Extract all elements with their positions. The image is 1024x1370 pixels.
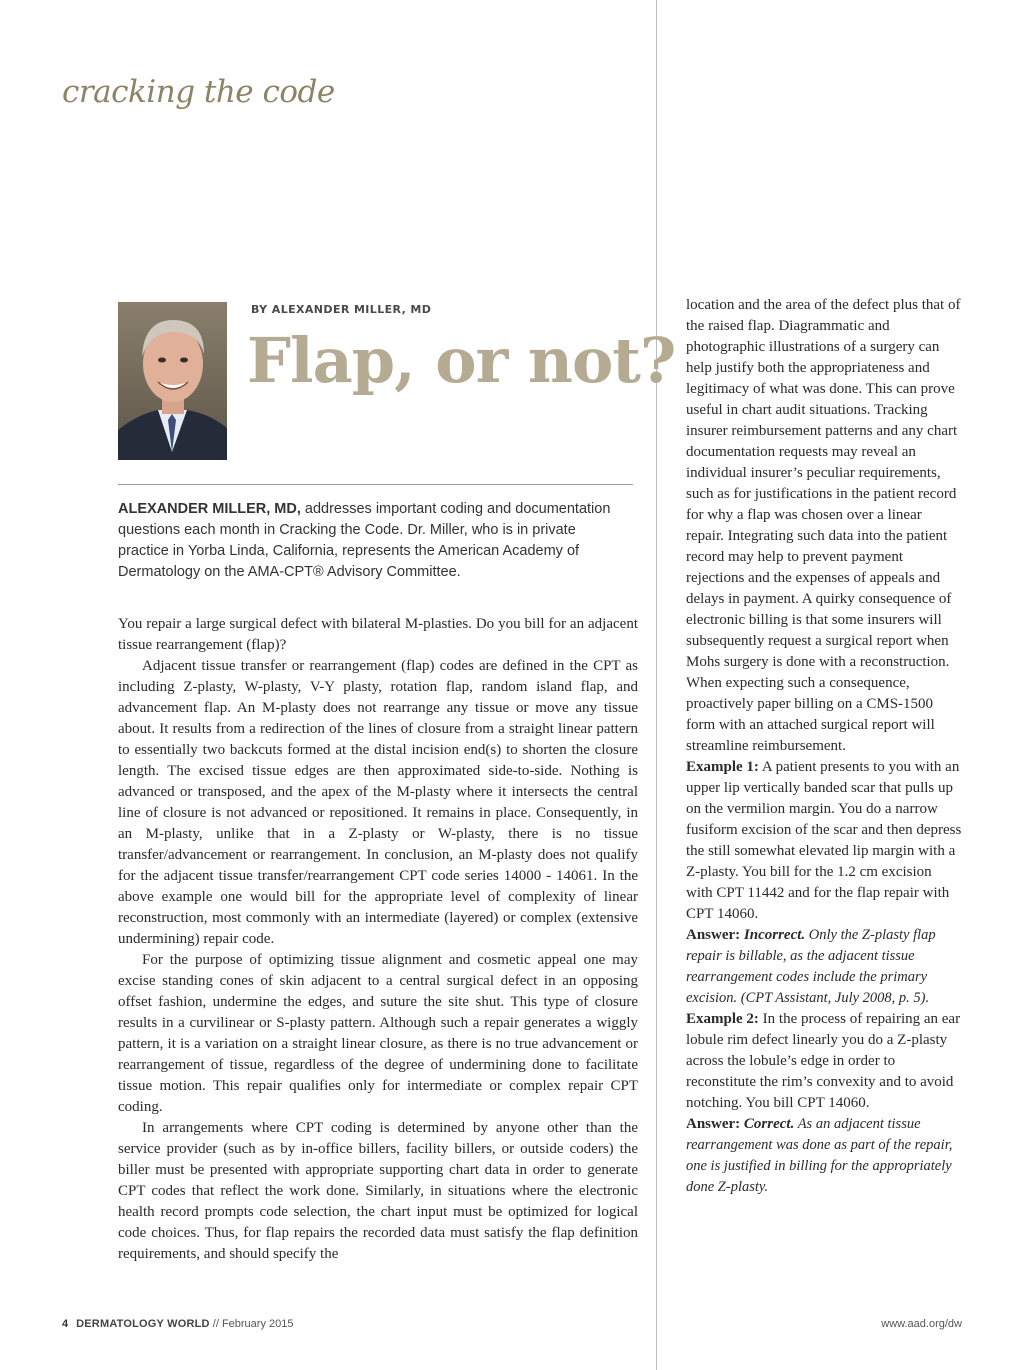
example-2-text: In the process of repairing an ear lobule rim defect linearly you do a Z-plasty across the lobule’s edge in order to reconstitute the rim’s convexity and to avoid notching. You bill CPT 14060. [686, 1011, 961, 1111]
paragraph: For the purpose of optimizing tissue alignment and cosmetic appeal one may excise standing cones of skin adjacent to a central surgical defect in an opposing offset fashion, undermine the edges, and suture the site shut. This type of closure results in a curvilinear or S-plasty pattern. Although such a repair generates a wiggly pattern, it is a variation on a straight linear closure, as there is no true advancement or rearrangement of tissue, regardless of the degree of undermining done to facilitate tissue motion. This repair qualifies only for intermediate or complex repair CPT coding. [118, 952, 638, 1115]
paragraph-question: You repair a large surgical defect with bilateral M-plasties. Do you bill for an adjacent tissue rearrangement (flap)? [118, 616, 638, 653]
author-name: ALEXANDER MILLER, MD, [118, 501, 301, 517]
paragraph: In arrangements where CPT coding is determined by anyone other than the service provider (such as by in-office billers, facility billers, or outside coders) the biller must be presented with appropriate supporting chart data in order to generate CPT codes that reflect the work done. Similarly, in situations where the electronic health record prompts code selection, the chart input must be optimized for logical code choices. Thus, for flap repairs the recorded data must satisfy the flap definition requirements, and should specify the [118, 1120, 638, 1262]
magazine-name: DERMATOLOGY WORLD [76, 1318, 210, 1330]
example-1 [686, 757, 962, 925]
answer-1 [686, 925, 962, 1009]
answer-2-text: As an adjacent tissue rearrangement was done as part of the repair, one is justified in billing for the appropriately done Z-plasty. [686, 1116, 953, 1195]
intro-rule [118, 484, 633, 485]
footer-left [62, 1318, 293, 1330]
article-headline: Flap, or not? [247, 324, 676, 397]
paragraph-continuation: location and the area of the defect plus that of the raised flap. Diagrammatic and photographic illustrations of a surgery can help justify both the appropriateness and legitimacy of what was done. This can prove useful in chart audit situations. Tracking insurer reimbursement patterns and any chart documentation requests may reveal an individual insurer’s peculiar requirements, such as for justifications in the patient record for why a flap was chosen over a linear repair. Integrating such data into the patient record may help to prevent payment rejections and the expenses of appeals and delays in payment. A quirky consequence of electronic billing is that some insurers will subsequently request a surgical report when Mohs surgery is done with a reconstruction. When expecting such a consequence, proactively paper billing on a CMS-1500 form with an attached surgical report will streamline reimbursement. [686, 297, 961, 754]
byline: BY ALEXANDER MILLER, MD [251, 303, 432, 316]
answer-2 [686, 1114, 962, 1198]
example-1-text: A patient presents to you with an upper lip vertically banded scar that pulls up on the vermilion margin. You do a narrow fusiform excision of the scar and then depress the still somewhat elevated lip margin with a Z-plasty. You bill for the 1.2 cm excision with CPT 11442 and for the flap repair with CPT 14060. [686, 759, 962, 922]
answer-1-text: Only the Z-plasty flap repair is billable, as the adjacent tissue rearrangement codes include the primary excision. (CPT Assistant, July 2008, p. 5). [686, 927, 936, 1006]
example-1-label: Example 1: [686, 759, 759, 775]
page-number: 4 [62, 1318, 69, 1330]
answer-2-verdict: Correct. [743, 1116, 795, 1132]
paragraph: Adjacent tissue transfer or rearrangement (flap) codes are defined in the CPT as including Z-plasty, W-plasty, V-Y plasty, rotation flap, random island flap, and advancement flap. An M-plasty does not rearrange any tissue or move any tissue about. It results from a redirection of the lines of closure from a straight linear pattern to essentially two backcuts formed at the distal incision end(s) to shorten the closure length. The excised tissue edges are then approximated side-to-side. Nothing is advanced or transposed, and the apex of the M-plasty where it intersects the central line of closure is not advanced or repositioned. It remains in place. Consequently, in an M-plasty, unlike that in a Z-plasty or W-plasty, there is no tissue transfer/advancement or rearrangement. In conclusion, an M-plasty does not qualify for the adjacent tissue transfer/rearrangement CPT code series 14000 - 14061. In the above example one would bill for the appropriate level of complexity of linear reconstruction, most commonly with an intermediate (layered) or complex (extensive undermining) repair code. [118, 658, 638, 947]
right-column [686, 295, 962, 1198]
section-title: cracking the code [62, 74, 335, 110]
answer-1-label: Answer: [686, 927, 741, 943]
column-divider [656, 0, 657, 1370]
example-2-label: Example 2: [686, 1011, 759, 1027]
example-2 [686, 1009, 962, 1114]
answer-1-verdict: Incorrect. [743, 927, 806, 943]
left-column [118, 614, 638, 1265]
issue-date: February 2015 [221, 1318, 294, 1330]
footer-separator: // [209, 1318, 222, 1330]
author-intro [118, 499, 630, 583]
footer-url[interactable]: www.aad.org/dw [881, 1318, 962, 1330]
author-intro-text: addresses important coding and documentation questions each month in Cracking the Code. Dr. Miller, who is in private practice in Yorba Linda, California, represents the American Academy of Dermatology on the AMA-CPT® Advisory Committee. [118, 501, 611, 580]
author-photo [118, 302, 227, 460]
answer-2-label: Answer: [686, 1116, 741, 1132]
